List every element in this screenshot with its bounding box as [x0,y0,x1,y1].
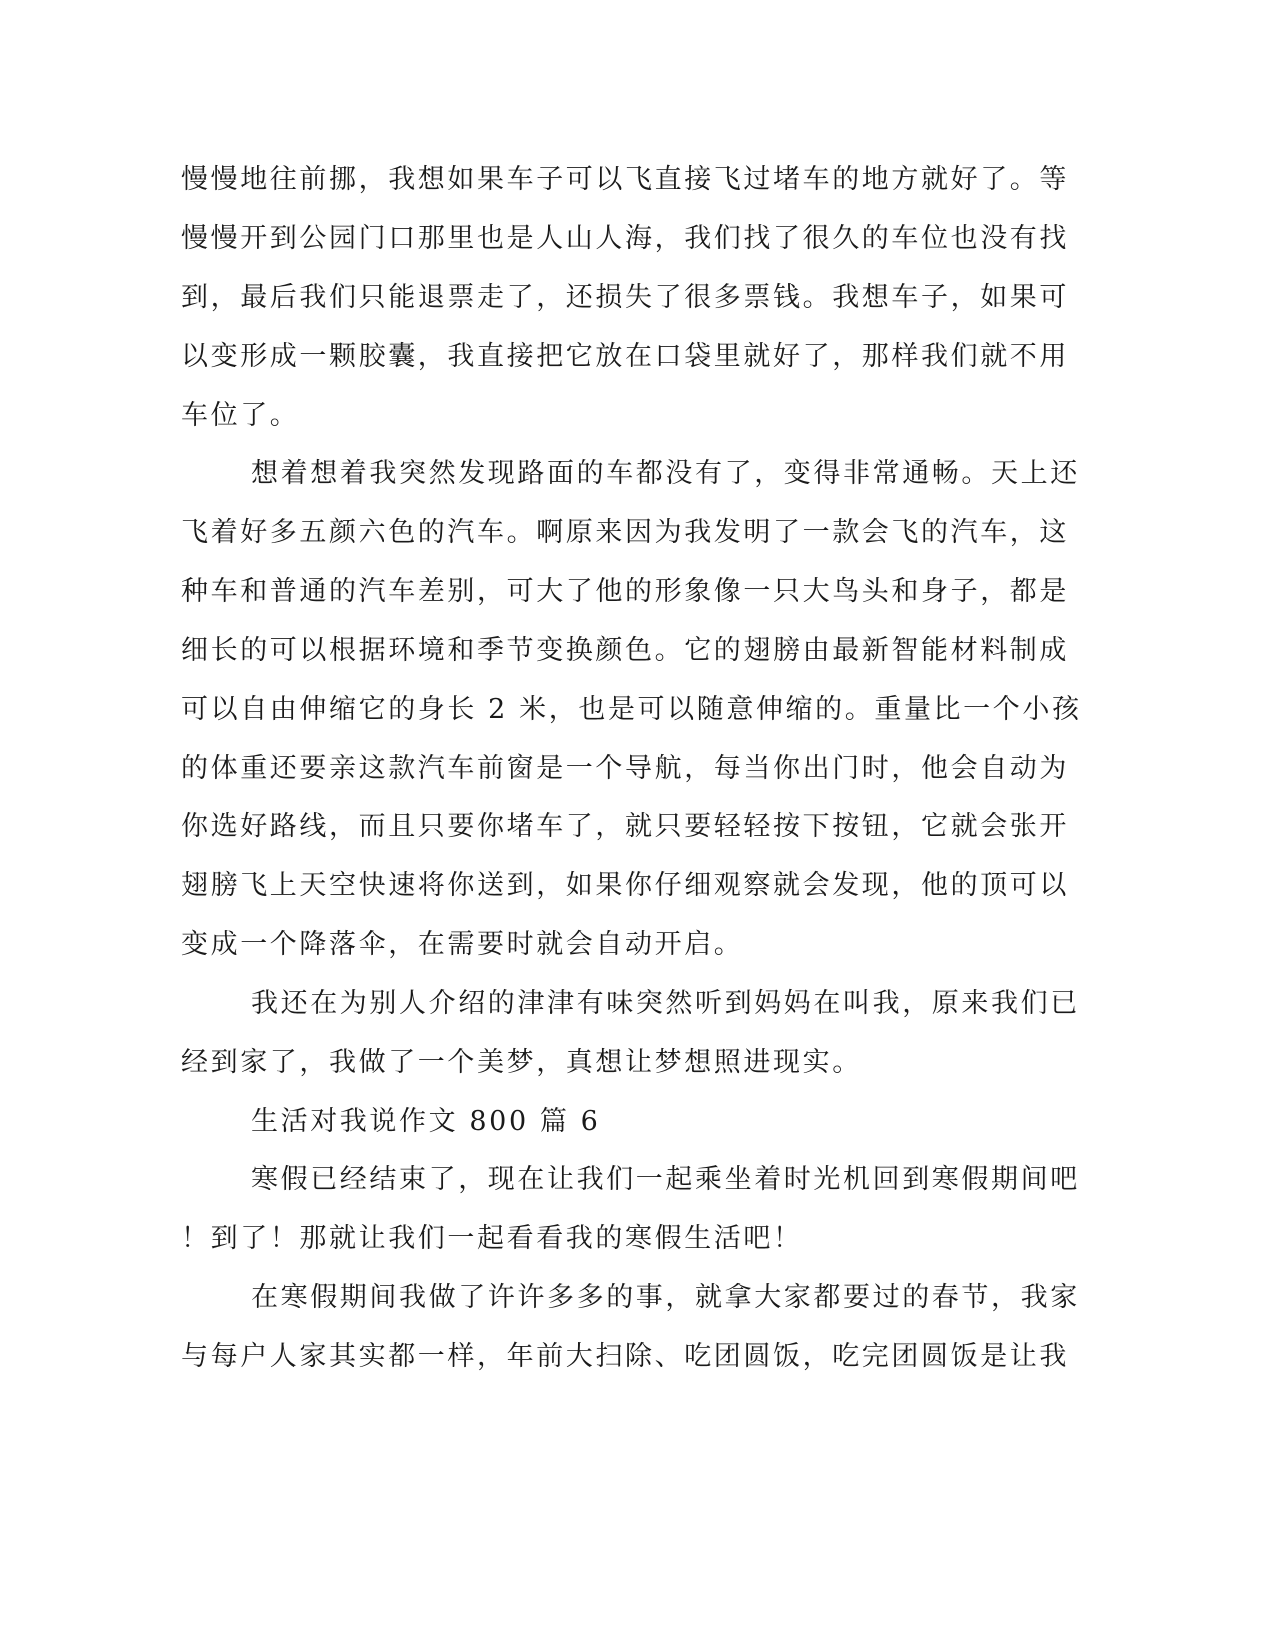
text-line: 慢慢地往前挪，我想如果车子可以飞直接飞过堵车的地方就好了。等 [181,164,1069,195]
text-line: ！到了！那就让我们一起看看我的寒假生活吧！ [181,1223,803,1254]
text-line: 与每户人家其实都一样，年前大扫除、吃团圆饭，吃完团圆饭是让我 [181,1341,1069,1372]
text-line: 寒假已经结束了，现在让我们一起乘坐着时光机回到寒假期间吧 [251,1164,1080,1195]
text-line: 种车和普通的汽车差别，可大了他的形象像一只大鸟头和身子，都是 [181,576,1069,607]
text-line: 经到家了，我做了一个美梦，真想让梦想照进现实。 [181,1047,862,1078]
text-line: 你选好路线，而且只要你堵车了，就只要轻轻按下按钮，它就会张开 [181,811,1069,842]
text-line: 想着想着我突然发现路面的车都没有了，变得非常通畅。天上还 [251,458,1080,489]
text-line: 车位了。 [181,400,300,431]
text-line: 在寒假期间我做了许许多多的事，就拿大家都要过的春节，我家 [251,1282,1080,1313]
text-line: 变成一个降落伞，在需要时就会自动开启。 [181,929,744,960]
text-line: 慢慢开到公园门口那里也是人山人海，我们找了很久的车位也没有找 [181,223,1069,254]
text-line: 以变形成一颗胶囊，我直接把它放在口袋里就好了，那样我们就不用 [181,341,1069,372]
text-line: 飞着好多五颜六色的汽车。啊原来因为我发明了一款会飞的汽车，这 [181,517,1069,548]
text-line: 翅膀飞上天空快速将你送到，如果你仔细观察就会发现，他的顶可以 [181,870,1069,901]
text-line: 细长的可以根据环境和季节变换颜色。它的翅膀由最新智能材料制成 [181,635,1069,666]
text-line: 我还在为别人介绍的津津有味突然听到妈妈在叫我，原来我们已 [251,988,1080,1019]
text-line: 到，最后我们只能退票走了，还损失了很多票钱。我想车子，如果可 [181,282,1069,313]
section-heading: 生活对我说作文 800 篇 6 [251,1106,601,1137]
text-line: 可以自由伸缩它的身长 2 米，也是可以随意伸缩的。重量比一个小孩 [181,694,1082,725]
text-line: 的体重还要亲这款汽车前窗是一个导航，每当你出门时，他会自动为 [181,753,1069,784]
